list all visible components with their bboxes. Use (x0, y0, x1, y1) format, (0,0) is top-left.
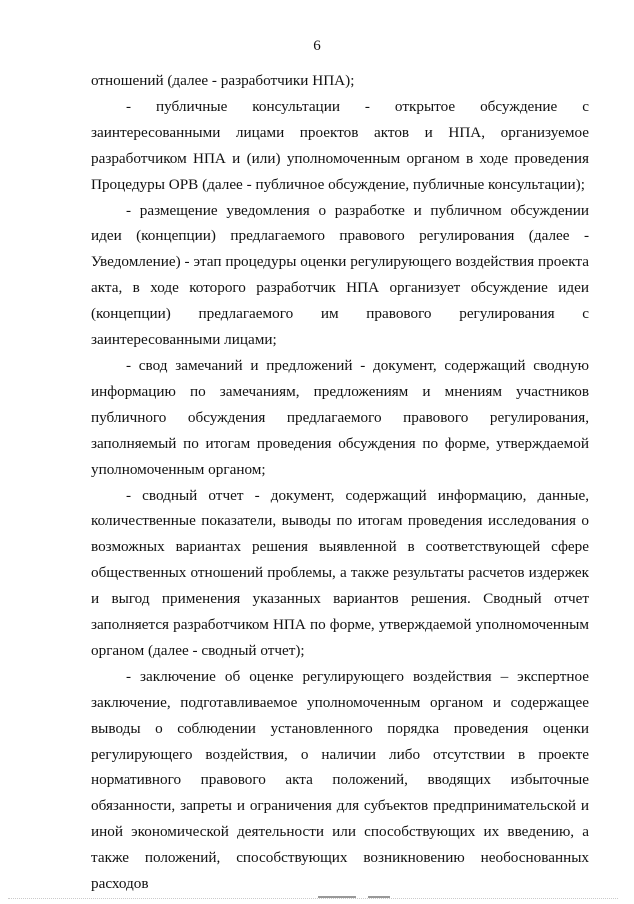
paragraph-summary-of-comments: - свод замечаний и предложений - документ, содержащий сводную информацию по замечаниям, предложениям и мнениям участников публичного обсуждения предлагаемого правового регулирования, заполняемый по итогам проведения обсуждения по форме, утверждаемой уполномоченным органом; (91, 356, 589, 478)
paragraph-summary-report: - сводный отчет - документ, содержащий информацию, данные, количественные показатели, выводы по итогам проведения исследования о возможных вариантах решения выявленной в соответствующей сфере общественных отношений проблемы, а также результаты расчетов издержек и выгод применения указанных вариантов решения. Сводный отчет заполняется разработчиком НПА по форме, утверждаемой уполномоченным органом (далее - сводный отчет); (91, 486, 589, 659)
paragraph-notification: - размещение уведомления о разработке и публичном обсуждении идеи (концепции) предлагаемого правового регулирования (далее - Уведомление) - этап процедуры оценки регулирующего воздействия проекта акта, в ходе которого разработчик НПА организует обсуждение идеи (концепции) предлагаемого им правового регулирования с заинтересованными лицами; (91, 201, 589, 349)
paragraph-impact-conclusion: - заключение об оценке регулирующего воздействия – экспертное заключение, подготавливаемое уполномоченным органом и содержащее выводы о соблюдении установленного порядка проведения оценки регулирующего воздействия, о наличии либо отсутствии в проекте нормативного правового акта положений, вводящих избыточные обязанности, запреты и ограничения для субъектов предпринимательской и иной экономической деятельности или способствующих их введению, а также положений, способствующих возникновению необоснованных расходов (91, 667, 589, 893)
scan-edge-dots (8, 898, 618, 900)
paragraph-continuation: отношений (далее - разработчики НПА); (91, 72, 355, 89)
page-number: 6 (313, 38, 321, 54)
paragraph-public-consultations: - публичные консультации - открытое обсуждение с заинтересованными лицами проектов актов и НПА, организуемое разработчиком НПА и (или) уполномоченным органом в ходе проведения Процедуры ОРВ (далее - публичное обсуждение, публичные консультации); (91, 97, 589, 193)
document-body (91, 68, 589, 897)
